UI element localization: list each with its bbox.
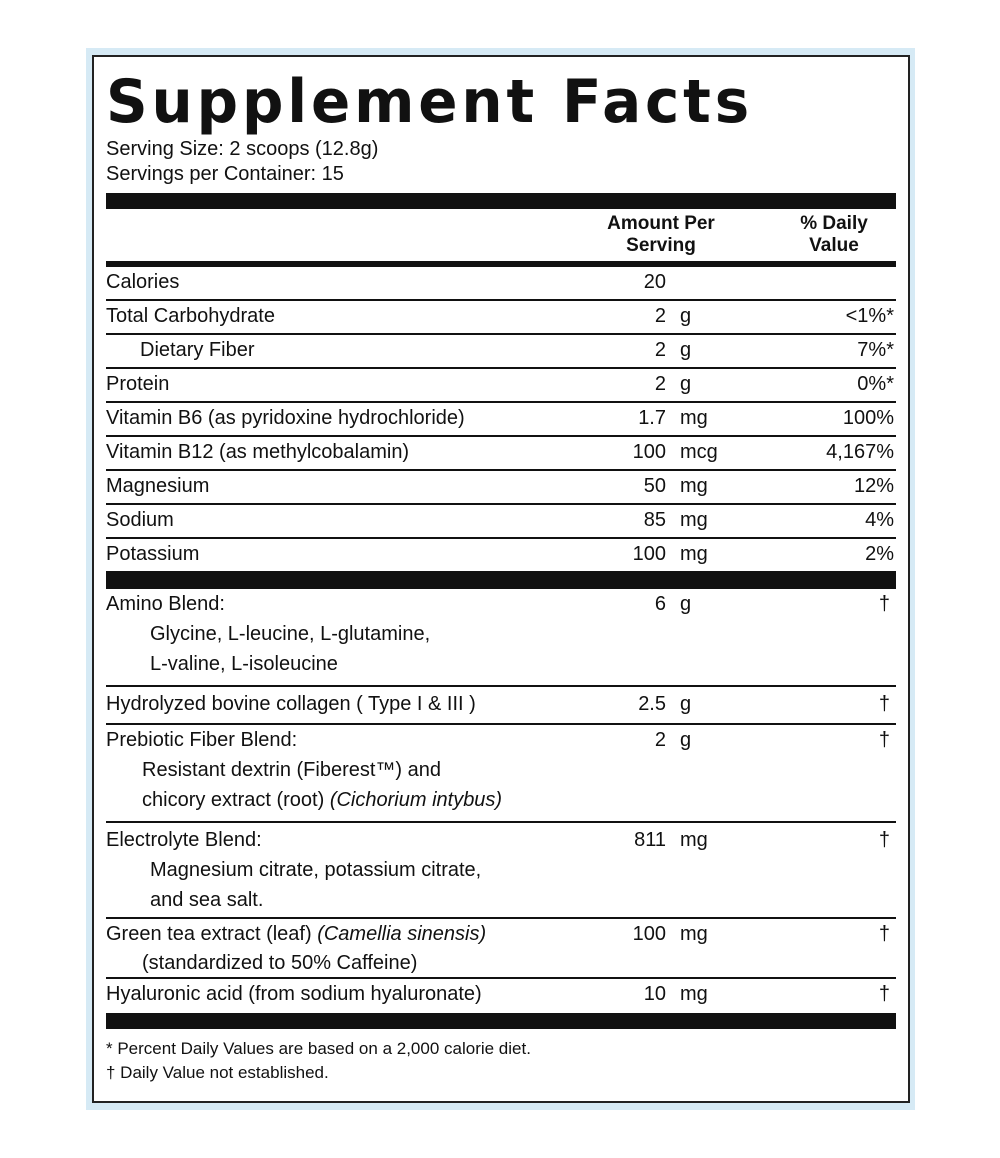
daily-value-header: % Daily Value <box>800 213 868 256</box>
nutrient-row: Potassium 100 mg 2% <box>106 543 894 565</box>
supplement-facts-panel <box>92 55 910 1103</box>
nutrient-row: Dietary Fiber 2 g 7%* <box>140 339 894 361</box>
column-header <box>106 209 896 261</box>
nutrient-row: Calories 20 <box>106 271 666 293</box>
blend-row: Prebiotic Fiber Blend: Resistant dextrin (Fiberest™) and chicory extract (root) (Cichorium intybus) 2 g † <box>106 729 890 811</box>
blend-row: Amino Blend: Glycine, L-leucine, L-glutamine, L-valine, L-isoleucine 6 g † <box>106 593 890 675</box>
blend-row: Hydrolyzed bovine collagen ( Type I & III ) 2.5 g † <box>106 693 890 715</box>
footnote-dv-not-established: † Daily Value not established. <box>106 1063 329 1082</box>
nutrient-row: Sodium 85 mg 4% <box>106 509 894 531</box>
nutrient-row: Vitamin B12 (as methylcobalamin) 100 mcg 4,167% <box>106 441 894 463</box>
blend-row: Hyaluronic acid (from sodium hyaluronate) 10 mg † <box>106 983 890 1005</box>
nutrient-row: Magnesium 50 mg 12% <box>106 475 894 497</box>
blend-row: Electrolyte Blend: Magnesium citrate, potassium citrate, and sea salt. 811 mg † <box>106 829 890 911</box>
divider-thick <box>106 1013 896 1029</box>
nutrient-row: Total Carbohydrate 2 g <1%* <box>106 305 894 327</box>
nutrient-row: Vitamin B6 (as pyridoxine hydrochloride) 1.7 mg 100% <box>106 407 894 429</box>
panel-title: Supplement Facts <box>106 67 754 137</box>
footnotes <box>106 1037 896 1085</box>
serving-size: Serving Size: 2 scoops (12.8g) <box>106 138 379 160</box>
blend-row: Green tea extract (leaf) (Camellia sinensis) (standardized to 50% Caffeine) 100 mg † <box>106 923 890 974</box>
footnote-percent-dv: * Percent Daily Values are based on a 2,000 calorie diet. <box>106 1039 531 1058</box>
amount-per-serving-header: Amount Per Serving <box>607 213 715 256</box>
nutrient-row: Protein 2 g 0%* <box>106 373 894 395</box>
divider-thick <box>106 571 896 589</box>
divider-thick <box>106 193 896 209</box>
servings-per-container: Servings per Container: 15 <box>106 163 344 185</box>
